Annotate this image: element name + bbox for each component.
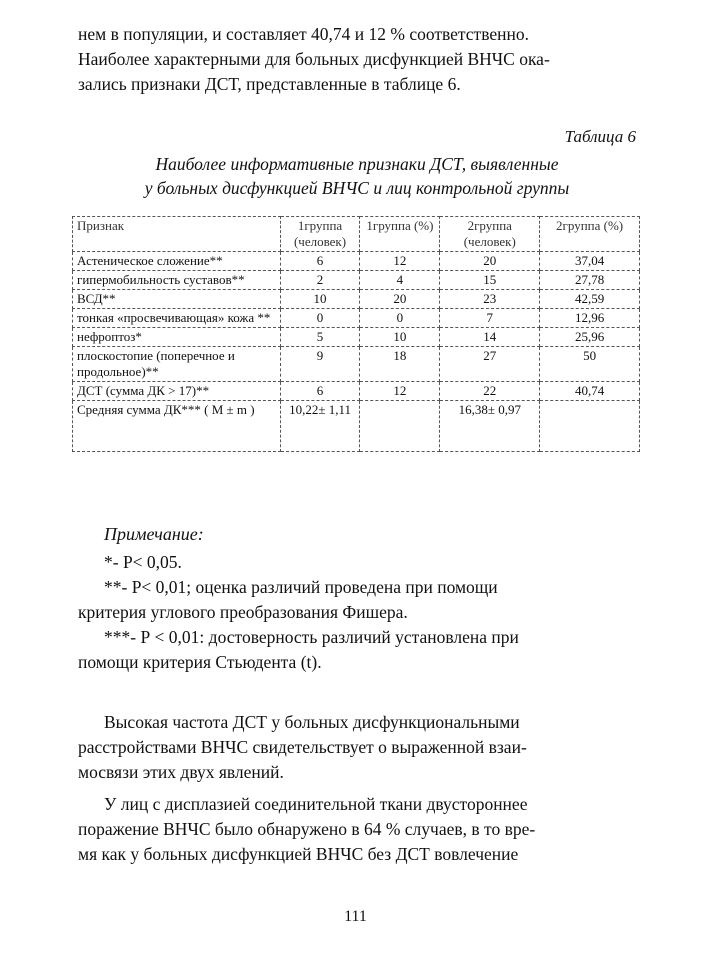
text-line: У лиц с дисплазией соединительной ткани двустороннее: [104, 794, 528, 814]
table-cell: 25,96: [540, 328, 640, 347]
table-cell: 7: [440, 309, 540, 328]
paragraph-3: [78, 792, 636, 867]
table-cell: нефроптоз*: [73, 328, 281, 347]
text-line: Наиболее характерными для больных дисфункцией ВНЧС ока-: [78, 49, 550, 69]
table-cell: 10,22± 1,11: [280, 401, 360, 452]
table-cell: 0: [280, 309, 360, 328]
text-line: мосвязи этих двух явлений.: [78, 762, 284, 782]
paragraph-2: [78, 710, 636, 785]
table-cell: гипермобильность суставов**: [73, 271, 281, 290]
table-cell: 6: [280, 252, 360, 271]
table-row: [73, 347, 640, 382]
table-cell: Астеническое сложение**: [73, 252, 281, 271]
note-title: Примечание:: [104, 524, 204, 544]
note-line: ***- Р < 0,01: достоверность различий установлена при: [104, 627, 519, 647]
text-line: мя как у больных дисфункцией ВНЧС без ДСТ вовлечение: [78, 844, 519, 864]
table-cell: 5: [280, 328, 360, 347]
table-cell: 10: [360, 328, 440, 347]
header-cell: 1группа (%): [360, 217, 440, 252]
table-row: [73, 271, 640, 290]
page-number: 111: [344, 908, 367, 925]
table-cell: 18: [360, 347, 440, 382]
table-cell: 50: [540, 347, 640, 382]
note-line: помощи критерия Стьюдента (t).: [78, 652, 322, 672]
table-row: [73, 252, 640, 271]
table-cell: 40,74: [540, 382, 640, 401]
table-cell: [360, 401, 440, 452]
table-row: [73, 290, 640, 309]
table-cell: Средняя сумма ДК*** ( M ± m ): [73, 401, 281, 452]
data-table: [72, 216, 640, 452]
table-cell: 20: [440, 252, 540, 271]
table-cell: 9: [280, 347, 360, 382]
table-cell: 12,96: [540, 309, 640, 328]
table-cell: 2: [280, 271, 360, 290]
table-cell: [540, 401, 640, 452]
text-line: поражение ВНЧС было обнаружено в 64 % случаев, в то вре-: [78, 819, 536, 839]
table-cell: плоскостопие (поперечное и продольное)**: [73, 347, 281, 382]
table-title-line: у больных дисфункцией ВНЧС и лиц контрольной группы: [144, 178, 570, 198]
table-label: Таблица 6: [564, 127, 636, 146]
table-cell: 22: [440, 382, 540, 401]
text-line: расстройствами ВНЧС свидетельствует о выраженной взаи-: [78, 737, 527, 757]
table-title-line: Наиболее информативные признаки ДСТ, выявленные: [155, 154, 559, 174]
table-cell: 27,78: [540, 271, 640, 290]
top-paragraph: [78, 22, 636, 97]
note-line: *- Р< 0,05.: [104, 552, 182, 572]
header-cell: Признак: [73, 217, 281, 252]
table-cell: ДСТ (сумма ДК > 17)**: [73, 382, 281, 401]
header-cell: 2группа (человек): [440, 217, 540, 252]
table-cell: 10: [280, 290, 360, 309]
table-row: [73, 328, 640, 347]
table-cell: 27: [440, 347, 540, 382]
table-cell: 23: [440, 290, 540, 309]
header-cell: 2группа (%): [540, 217, 640, 252]
table-cell: 12: [360, 252, 440, 271]
table-cell: 16,38± 0,97: [440, 401, 540, 452]
table-cell: 37,04: [540, 252, 640, 271]
text-line: Высокая частота ДСТ у больных дисфункциональными: [104, 712, 520, 732]
table-cell: ВСД**: [73, 290, 281, 309]
table-title: [78, 152, 636, 200]
note-line: **- Р< 0,01; оценка различий проведена при помощи: [104, 577, 498, 597]
table-cell: тонкая «просвечивающая» кожа **: [73, 309, 281, 328]
text-line: зались признаки ДСТ, представленные в таблице 6.: [78, 74, 461, 94]
table-cell: 4: [360, 271, 440, 290]
table-cell: 6: [280, 382, 360, 401]
table-cell: 14: [440, 328, 540, 347]
table-header-row: [73, 217, 640, 252]
table-cell: 20: [360, 290, 440, 309]
note-line: критерия углового преобразования Фишера.: [78, 602, 408, 622]
table-row: [73, 309, 640, 328]
text-line: нем в популяции, и составляет 40,74 и 12 % соответственно.: [78, 24, 529, 44]
table-row: [73, 382, 640, 401]
table-cell: 12: [360, 382, 440, 401]
table-cell: 42,59: [540, 290, 640, 309]
notes: [78, 550, 636, 675]
table-cell: 15: [440, 271, 540, 290]
header-cell: 1группа (человек): [280, 217, 360, 252]
table-cell: 0: [360, 309, 440, 328]
table-row: [73, 401, 640, 452]
